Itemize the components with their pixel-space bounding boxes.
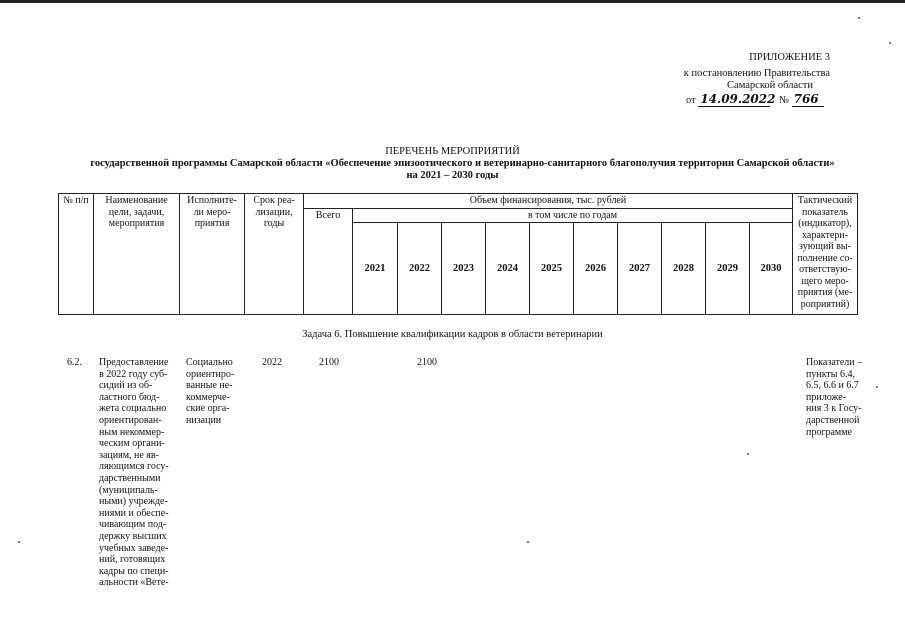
row-measure-line: альности «Вете- — [99, 577, 169, 589]
row-executor-line: коммерче- — [186, 391, 230, 403]
row-number: 6.2. — [67, 357, 82, 368]
scan-speck — [876, 386, 878, 388]
row-indicator-line: 6.5, 6.6 и 6.7 — [806, 380, 859, 392]
col-name-header: Наименование цели, задачи, мероприятия — [94, 194, 180, 315]
year-2025-header: 2025 — [530, 223, 574, 315]
row-indicator-line: ния 3 к Госу- — [806, 403, 862, 415]
document-period: на 2021 – 2030 годы — [406, 170, 499, 181]
row-measure-line: в 2022 году суб- — [99, 368, 168, 380]
row-measure-line: жета социально — [99, 403, 167, 415]
row-executor-line: ванные не- — [186, 380, 233, 392]
row-indicator-line: пункты 6.4, — [806, 368, 856, 380]
number-label: № — [778, 95, 789, 106]
document-subtitle: государственной программы Самарской области «Обеспечение эпизоотического и ветеринарно-санитарного благополучия территории Самарской области» — [90, 158, 835, 169]
measures-table-header — [58, 193, 858, 315]
scan-speck — [18, 541, 20, 543]
year-2028-header: 2028 — [662, 223, 706, 315]
row-measure-line: ляющимся госу- — [99, 461, 169, 473]
row-executor-line: ориентиро- — [186, 368, 235, 380]
col-number-header: № п/п — [59, 194, 94, 315]
year-2021-header: 2021 — [353, 223, 398, 315]
scan-speck — [889, 42, 891, 44]
row-2022-amount: 2100 — [417, 357, 437, 368]
annex-title: ПРИЛОЖЕНИЕ 3 — [749, 52, 830, 63]
row-measure-line: ний, готовящих — [99, 554, 166, 566]
row-indicator-line: Показатели – — [806, 357, 863, 368]
row-measure-line: ластного бюд- — [99, 391, 160, 403]
scan-speck — [747, 453, 749, 455]
row-indicator-line: программе — [806, 426, 852, 438]
row-total: 2100 — [319, 357, 339, 368]
annex-line-1: к постановлению Правительства — [683, 68, 830, 79]
col-term-header: Срок реа-лизации, годы — [245, 194, 304, 315]
from-label: от — [686, 95, 696, 106]
document-title: ПЕРЕЧЕНЬ МЕРОПРИЯТИЙ — [385, 146, 520, 157]
scan-speck — [858, 17, 860, 19]
annex-reference — [686, 92, 824, 107]
year-2022-header: 2022 — [398, 223, 442, 315]
signature-date: 14.09.2022 — [700, 92, 776, 106]
col-executor-header: Исполните-ли меро-приятия — [180, 194, 245, 315]
year-2027-header: 2027 — [618, 223, 662, 315]
col-by-year-header: в том числе по годам — [353, 208, 793, 223]
year-2023-header: 2023 — [442, 223, 486, 315]
row-measure-line: зациям, не яв- — [99, 449, 159, 461]
scan-speck — [527, 541, 529, 543]
year-2029-header: 2029 — [706, 223, 750, 315]
page-top-edge — [0, 0, 905, 3]
row-measure-line: ными) учрежде- — [99, 496, 168, 508]
row-indicator-line: приложе- — [806, 391, 846, 403]
row-measure-line: ным некоммер- — [99, 426, 165, 438]
row-measure-line: ориентирован- — [99, 414, 162, 426]
row-measure-line: дарственными — [99, 472, 161, 484]
row-measure-name — [99, 357, 183, 589]
annex-line-2: Самарской области — [727, 80, 813, 91]
row-measure-line: Предоставление — [99, 357, 169, 368]
row-measure-line: держку высших — [99, 530, 167, 542]
col-funding-header: Объем финансирования, тыс. рублей — [304, 194, 793, 209]
col-indicator-header: Тактический показатель (индикатор), характери-зующий вы-полнение со-ответствую-щего меро-приятия (ме-роприятий) — [793, 194, 858, 315]
row-executor-line: Социально — [186, 357, 233, 368]
row-executor-line: низации — [186, 414, 222, 426]
row-measure-line: чивающим под- — [99, 519, 167, 531]
year-2030-header: 2030 — [750, 223, 793, 315]
row-executor-line: ские орга- — [186, 403, 230, 415]
task-heading: Задача 6. Повышение квалификации кадров в области ветеринарии — [302, 329, 603, 340]
row-measure-line: сидий из об- — [99, 380, 153, 392]
row-measure-line: учебных заведе- — [99, 542, 169, 554]
row-term: 2022 — [262, 357, 282, 368]
row-executor — [186, 357, 248, 427]
signature-number: 766 — [792, 92, 824, 107]
year-2026-header: 2026 — [574, 223, 618, 315]
col-total-header: Всего — [304, 208, 353, 315]
row-measure-line: кадры по специ- — [99, 565, 169, 577]
year-2024-header: 2024 — [486, 223, 530, 315]
row-indicator-line: дарственной — [806, 414, 860, 426]
row-measure-line: ческим органи- — [99, 438, 165, 450]
row-measure-line: (муниципаль- — [99, 484, 158, 496]
row-indicator — [806, 357, 872, 438]
row-measure-line: ниями и обеспе- — [99, 507, 169, 519]
